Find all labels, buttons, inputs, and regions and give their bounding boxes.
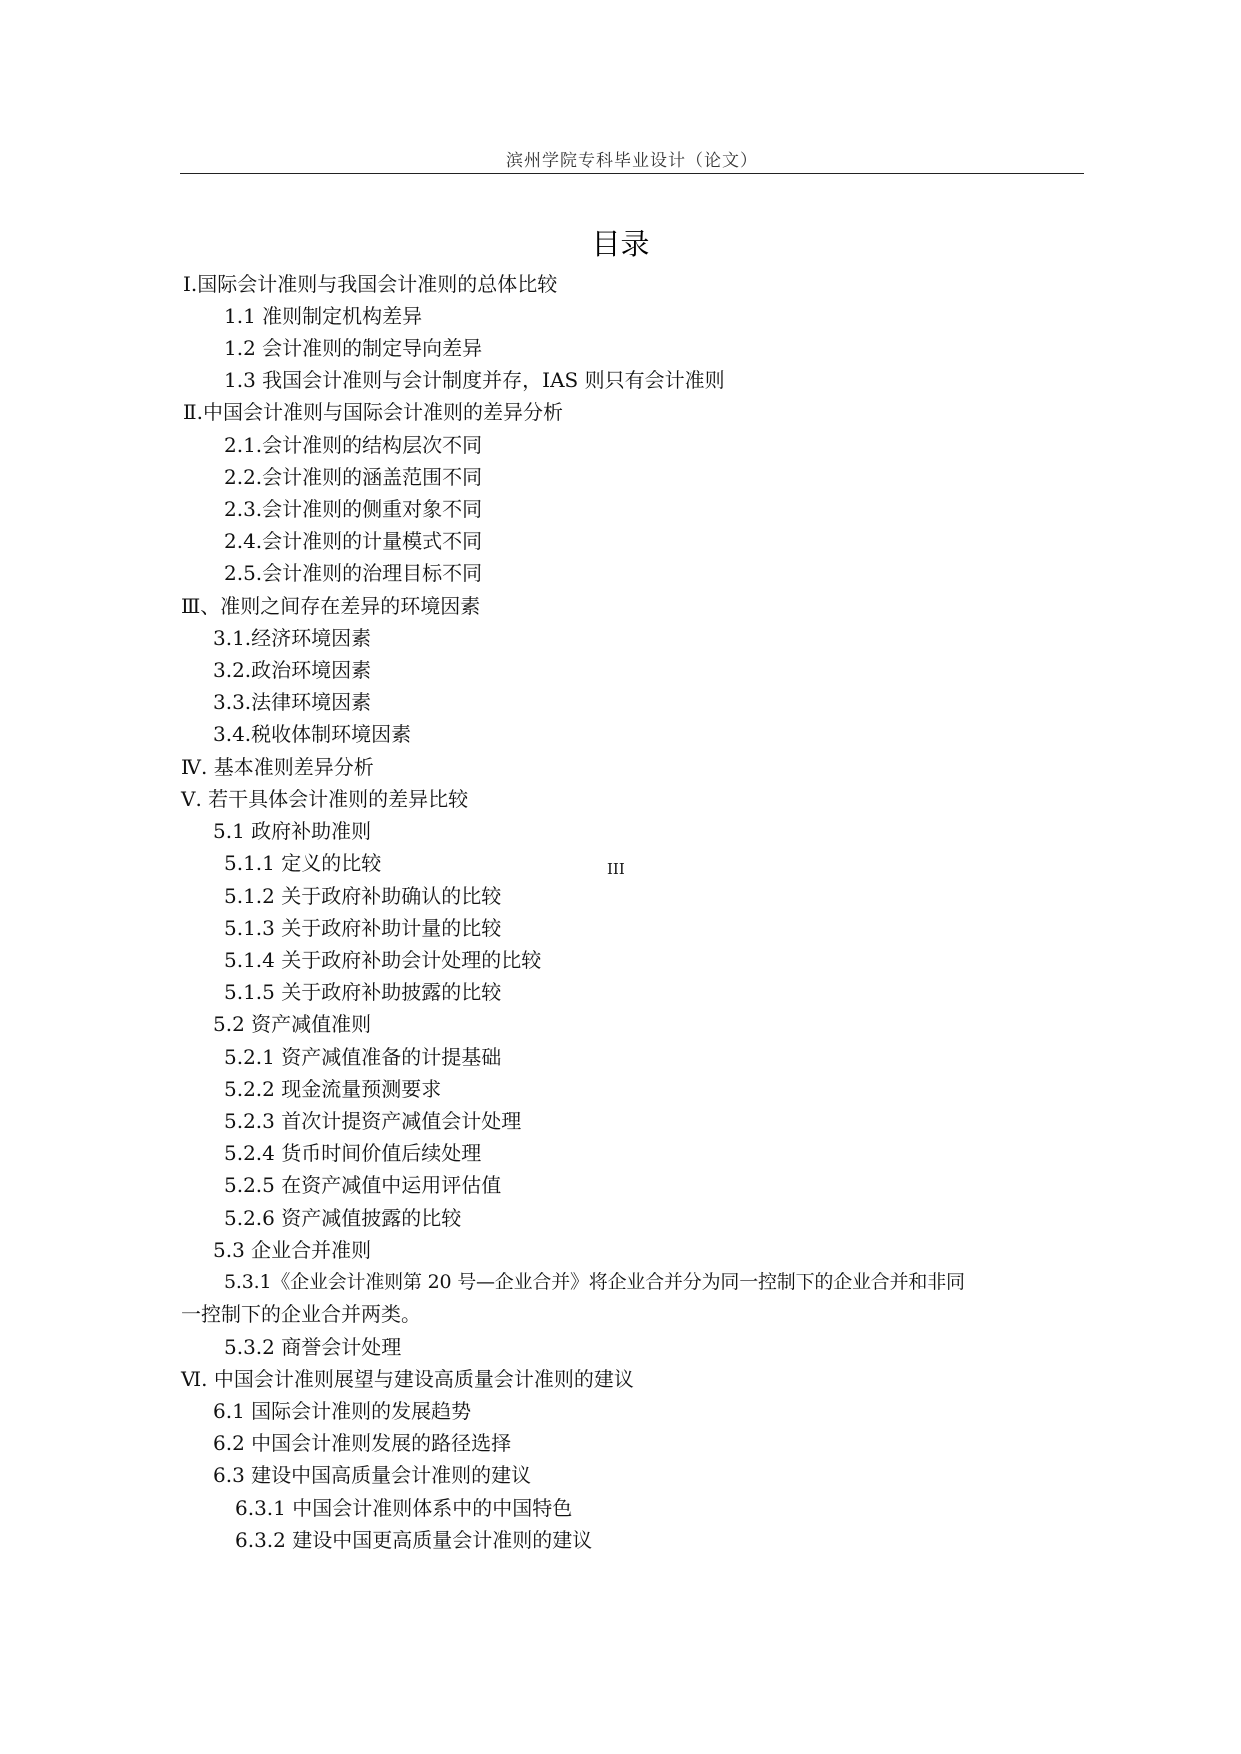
toc-subsection-5-3-1: 5.3.1《企业会计准则第 20 号—企业合并》将企业合并分为同一控制下的企业合并和非同 — [224, 1271, 965, 1293]
toc-section-2-2: 2.2.会计准则的涵盖范围不同 — [224, 465, 483, 489]
toc-chapter-4: Ⅳ. 基本准则差异分析 — [181, 755, 374, 779]
toc-section-2-5: 2.5.会计准则的治理目标不同 — [224, 561, 483, 585]
toc-chapter-2: Ⅱ.中国会计准则与国际会计准则的差异分析 — [183, 400, 563, 424]
toc-subsection-5-1-5: 5.1.5 关于政府补助披露的比较 — [224, 980, 502, 1004]
toc-section-2-3: 2.3.会计准则的侧重对象不同 — [224, 497, 483, 521]
toc-section-3-2: 3.2.政治环境因素 — [213, 658, 372, 682]
toc-section-3-4: 3.4.税收体制环境因素 — [213, 722, 412, 746]
toc-section-1-1: 1.1 准则制定机构差异 — [224, 304, 423, 328]
toc-subsection-6-3-2: 6.3.2 建设中国更高质量会计准则的建议 — [235, 1528, 593, 1552]
toc-section-6-1: 6.1 国际会计准则的发展趋势 — [213, 1399, 472, 1423]
toc-subsection-5-1-1: 5.1.1 定义的比较 — [224, 851, 382, 875]
toc-subsection-5-2-6: 5.2.6 资产减值披露的比较 — [224, 1206, 462, 1230]
toc-section-1-3: 1.3 我国会计准则与会计制度并存，IAS 则只有会计准则 — [224, 368, 725, 392]
toc-chapter-5: Ⅴ. 若干具体会计准则的差异比较 — [181, 787, 469, 811]
toc-section-5-1: 5.1 政府补助准则 — [213, 819, 372, 843]
toc-subsection-5-2-4: 5.2.4 货币时间价值后续处理 — [224, 1141, 482, 1165]
toc-subsection-5-1-4: 5.1.4 关于政府补助会计处理的比较 — [224, 948, 542, 972]
toc-section-1-2: 1.2 会计准则的制定导向差异 — [224, 336, 483, 360]
toc-section-2-4: 2.4.会计准则的计量模式不同 — [224, 529, 483, 553]
toc-subsection-5-2-5: 5.2.5 在资产减值中运用评估值 — [224, 1173, 502, 1197]
toc-chapter-3: Ⅲ、准则之间存在差异的环境因素 — [181, 594, 481, 618]
toc-subsection-6-3-1: 6.3.1 中国会计准则体系中的中国特色 — [235, 1496, 573, 1520]
header-divider — [180, 173, 1084, 174]
toc-section-3-3: 3.3.法律环境因素 — [213, 690, 372, 714]
toc-section-5-2: 5.2 资产减值准则 — [213, 1012, 372, 1036]
page-header: 滨州学院专科毕业设计（论文） — [506, 151, 758, 171]
toc-subsection-5-2-3: 5.2.3 首次计提资产减值会计处理 — [224, 1109, 522, 1133]
toc-subsection-5-3-2: 5.3.2 商誉会计处理 — [224, 1335, 402, 1359]
toc-section-6-3: 6.3 建设中国高质量会计准则的建议 — [213, 1463, 532, 1487]
toc-section-6-2: 6.2 中国会计准则发展的路径选择 — [213, 1431, 512, 1455]
toc-section-5-3: 5.3 企业合并准则 — [213, 1238, 372, 1262]
toc-subsection-5-2-1: 5.2.1 资产减值准备的计提基础 — [224, 1045, 502, 1069]
toc-chapter-1: Ⅰ.国际会计准则与我国会计准则的总体比较 — [183, 272, 558, 296]
toc-subsection-5-2-2: 5.2.2 现金流量预测要求 — [224, 1077, 442, 1101]
toc-section-2-1: 2.1.会计准则的结构层次不同 — [224, 433, 483, 457]
toc-title: 目录 — [591, 227, 650, 261]
toc-section-3-1: 3.1.经济环境因素 — [213, 626, 372, 650]
toc-subsection-5-1-3: 5.1.3 关于政府补助计量的比较 — [224, 916, 502, 940]
toc-subsection-5-3-1-continued: 一控制下的企业合并两类。 — [181, 1302, 421, 1326]
toc-subsection-5-1-2: 5.1.2 关于政府补助确认的比较 — [224, 884, 502, 908]
page-number: III — [607, 860, 625, 878]
toc-chapter-6: Ⅵ. 中国会计准则展望与建设高质量会计准则的建议 — [181, 1367, 634, 1391]
